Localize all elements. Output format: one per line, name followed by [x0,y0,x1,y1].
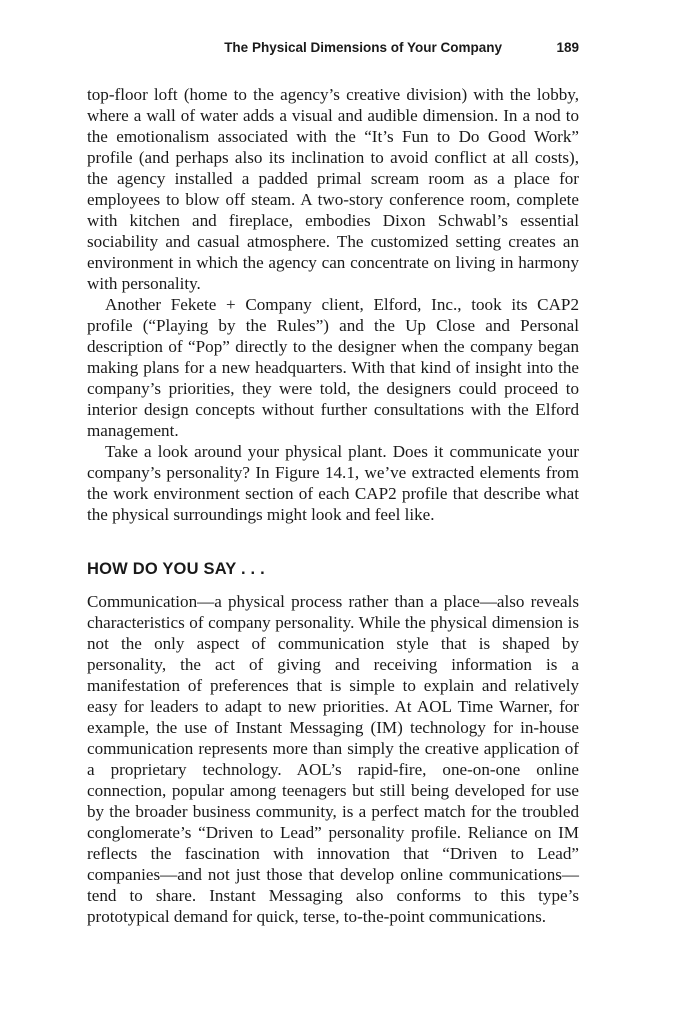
paragraph-communication: Communication—a physical process rather than a place—also reveals characteristics of company personality. While the physical dimension is not the only aspect of communication style that is shaped by personality, the act of giving and receiving information is a manifestation of preferences that is simple to explain and relatively easy for leaders to adapt to new priorities. At AOL Time Warner, for example, the use of Instant Messaging (IM) technology for in-house communication represents more than simply the creative application of a proprietary technology. AOL’s rapid-fire, one-on-one online connection, popular among teenagers but still being developed for use by the broader business community, is a perfect match for the troubled conglomerate’s “Driven to Lead” personality profile. Reliance on IM reflects the fascination with innovation that “Driven to Lead” companies—and not just those that develop online communications—tend to share. Instant Messaging also conforms to this type’s prototypical demand for quick, terse, to-the-point communications. [87,592,579,926]
running-title: The Physical Dimensions of Your Company [224,40,502,55]
paragraph-elford: Another Fekete + Company client, Elford, Inc., took its CAP2 profile (“Playing by the Rules”) and the Up Close and Personal description of “Pop” directly to the designer when the company began making plans for a new headquarters. With that kind of insight into the company’s priorities, they were told, the designers could proceed to interior design concepts without further consultations with the Elford management. [87,295,579,440]
paragraph-continued: top-floor loft (home to the agency’s creative division) with the lobby, where a wall of water adds a visual and audible dimension. In a nod to the emotionalism associated with the “It’s Fun to Do Good Work” profile (and perhaps also its inclination to avoid conflict at all costs), the agency installed a padded primal scream room as a place for employees to blow off steam. A two-story conference room, complete with kitchen and fireplace, embodies Dixon Schwabl’s essential sociability and casual atmosphere. The customized setting creates an environment in which the agency can concentrate on living in harmony with personality. [87,85,579,293]
running-head [87,40,579,62]
section-heading: HOW DO YOU SAY . . . [87,560,265,578]
body-text [87,84,579,927]
page-number: 189 [556,40,579,55]
book-page [87,0,579,1024]
paragraph-physical-plant: Take a look around your physical plant. Does it communicate your company’s personality? In Figure 14.1, we’ve extracted elements from the work environment section of each CAP2 profile that describe what the physical surroundings might look and feel like. [87,442,579,524]
